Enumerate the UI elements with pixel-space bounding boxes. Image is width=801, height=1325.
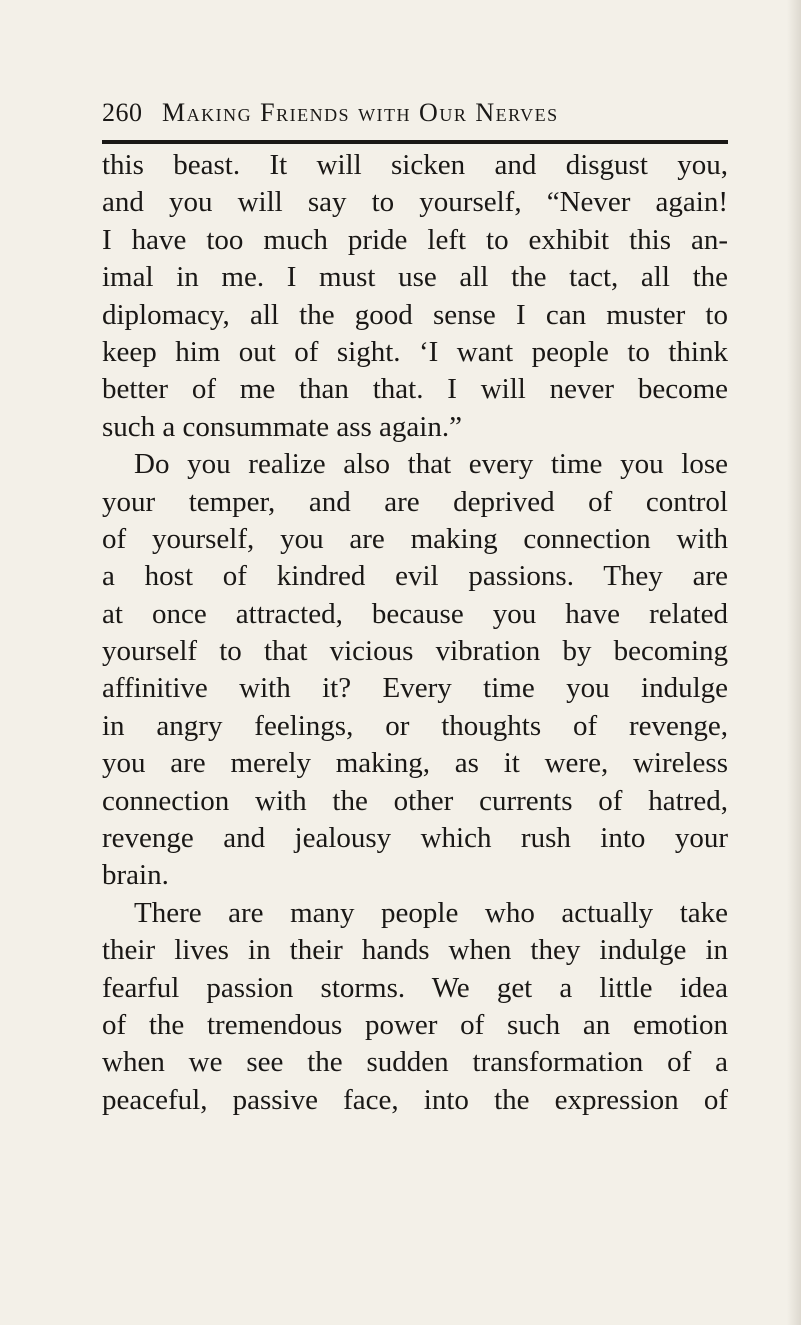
text-line: of yourself, you are making connection with	[102, 522, 728, 555]
header-rule	[102, 140, 728, 144]
text-line: There are many people who actually take	[134, 896, 728, 929]
text-line: peaceful, passive face, into the expression of	[102, 1083, 728, 1116]
text-line: fearful passion storms. We get a little idea	[102, 971, 728, 1004]
text-line: a host of kindred evil passions. They are	[102, 560, 728, 593]
text-line: of the tremendous power of such an emotion	[102, 1008, 728, 1041]
text-line: connection with the other currents of hatred,	[102, 784, 728, 817]
text-line: you are merely making, as it were, wireless	[102, 747, 728, 780]
text-line: when we see the sudden transformation of a	[102, 1046, 728, 1079]
text-line: your temper, and are deprived of control	[102, 485, 728, 518]
text-line: this beast. It will sicken and disgust you,	[102, 149, 728, 181]
text-line: imal in me. I must use all the tact, all the	[102, 261, 728, 294]
text-line: better of me than that. I will never become	[102, 373, 728, 406]
page-number: 260	[102, 98, 143, 127]
text-line: keep him out of sight. ‘I want people to think	[102, 335, 728, 368]
page-edge-shadow	[787, 0, 801, 1325]
text-line: in angry feelings, or thoughts of revenge,	[102, 709, 728, 742]
text-line: their lives in their hands when they indulge in	[102, 934, 728, 967]
text-line: diplomacy, all the good sense I can muster to	[102, 298, 728, 331]
text-line: I have too much pride left to exhibit this an-	[102, 223, 728, 256]
text-line: at once attracted, because you have related	[102, 597, 728, 630]
running-title: Making Friends with Our Nerves	[162, 98, 559, 127]
text-line: and you will say to yourself, “Never again!	[102, 186, 728, 219]
running-header	[102, 94, 728, 134]
text-line: revenge and jealousy which rush into your	[102, 822, 728, 855]
text-line: Do you realize also that every time you lose	[134, 448, 728, 481]
text-line: yourself to that vicious vibration by becoming	[102, 635, 728, 668]
text-line: brain.	[102, 859, 169, 892]
text-line: such a consummate ass again.”	[102, 410, 462, 443]
body-text	[102, 147, 742, 1119]
text-line: affinitive with it? Every time you indulge	[102, 672, 728, 705]
